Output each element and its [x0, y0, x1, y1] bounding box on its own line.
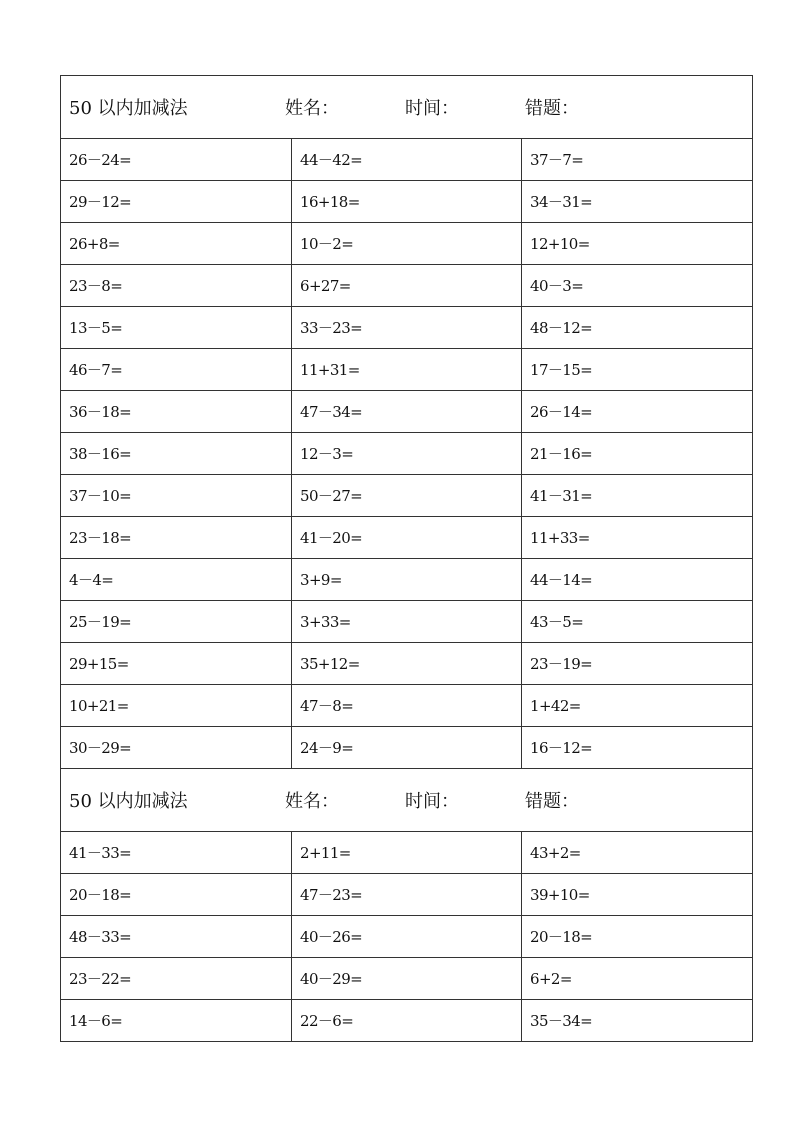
- problem-cell: 2+11=: [292, 832, 522, 874]
- problem-cell: 10－2=: [292, 223, 522, 265]
- wrong-count-label: 错题：: [525, 791, 579, 812]
- section-header-row: [61, 76, 753, 139]
- problem-row: [61, 433, 753, 475]
- problem-cell: 10+21=: [61, 685, 292, 727]
- problem-cell: 30－29=: [61, 727, 292, 769]
- problem-row: [61, 685, 753, 727]
- problem-cell: 47－23=: [292, 874, 522, 916]
- problem-cell: 41－20=: [292, 517, 522, 559]
- problem-row: [61, 391, 753, 433]
- problem-row: [61, 517, 753, 559]
- problem-cell: 23－19=: [522, 643, 753, 685]
- problem-cell: 47－34=: [292, 391, 522, 433]
- problem-cell: 44－42=: [292, 139, 522, 181]
- problem-cell: 16－12=: [522, 727, 753, 769]
- problem-cell: 26+8=: [61, 223, 292, 265]
- problem-cell: 46－7=: [61, 349, 292, 391]
- problem-cell: 41－31=: [522, 475, 753, 517]
- problem-cell: 11+33=: [522, 517, 753, 559]
- problem-cell: 26－24=: [61, 139, 292, 181]
- problem-cell: 12－3=: [292, 433, 522, 475]
- problem-cell: 48－12=: [522, 307, 753, 349]
- problem-row: [61, 916, 753, 958]
- problem-cell: 16+18=: [292, 181, 522, 223]
- problem-cell: 35+12=: [292, 643, 522, 685]
- problem-cell: 24－9=: [292, 727, 522, 769]
- problem-row: [61, 475, 753, 517]
- problem-row: [61, 874, 753, 916]
- problem-cell: 21－16=: [522, 433, 753, 475]
- problem-cell: 22－6=: [292, 1000, 522, 1042]
- worksheet-title: 50 以内加减法: [69, 791, 188, 812]
- section-header-row: [61, 769, 753, 832]
- problem-cell: 39+10=: [522, 874, 753, 916]
- problem-cell: 14－6=: [61, 1000, 292, 1042]
- problem-cell: 11+31=: [292, 349, 522, 391]
- problem-cell: 37－10=: [61, 475, 292, 517]
- problem-row: [61, 139, 753, 181]
- problem-cell: 41－33=: [61, 832, 292, 874]
- problem-cell: 25－19=: [61, 601, 292, 643]
- problem-cell: 17－15=: [522, 349, 753, 391]
- problem-cell: 3+33=: [292, 601, 522, 643]
- problem-cell: 40－26=: [292, 916, 522, 958]
- problem-row: [61, 223, 753, 265]
- problem-cell: 40－3=: [522, 265, 753, 307]
- problem-cell: 48－33=: [61, 916, 292, 958]
- problem-cell: 20－18=: [522, 916, 753, 958]
- problem-cell: 38－16=: [61, 433, 292, 475]
- worksheet-table: [60, 75, 753, 1042]
- problem-cell: 33－23=: [292, 307, 522, 349]
- problem-cell: 43+2=: [522, 832, 753, 874]
- problem-cell: 44－14=: [522, 559, 753, 601]
- problem-row: [61, 832, 753, 874]
- problem-cell: 3+9=: [292, 559, 522, 601]
- problem-row: [61, 349, 753, 391]
- problem-cell: 36－18=: [61, 391, 292, 433]
- worksheet-title: 50 以内加减法: [69, 98, 188, 119]
- problem-cell: 34－31=: [522, 181, 753, 223]
- time-label: 时间：: [405, 98, 459, 119]
- problem-row: [61, 1000, 753, 1042]
- problem-cell: 50－27=: [292, 475, 522, 517]
- section-header-cell: [61, 76, 753, 139]
- problem-row: [61, 727, 753, 769]
- problem-cell: 6+27=: [292, 265, 522, 307]
- problem-cell: 35－34=: [522, 1000, 753, 1042]
- problem-row: [61, 643, 753, 685]
- problem-cell: 43－5=: [522, 601, 753, 643]
- problem-cell: 40－29=: [292, 958, 522, 1000]
- problem-row: [61, 265, 753, 307]
- problem-cell: 12+10=: [522, 223, 753, 265]
- problem-row: [61, 601, 753, 643]
- problem-cell: 4－4=: [61, 559, 292, 601]
- problem-cell: 23－8=: [61, 265, 292, 307]
- time-label: 时间：: [405, 791, 459, 812]
- problem-row: [61, 559, 753, 601]
- problem-row: [61, 181, 753, 223]
- name-label: 姓名：: [285, 791, 339, 812]
- problem-cell: 23－22=: [61, 958, 292, 1000]
- problem-cell: 29－12=: [61, 181, 292, 223]
- section-header-cell: [61, 769, 753, 832]
- problem-cell: 6+2=: [522, 958, 753, 1000]
- wrong-count-label: 错题：: [525, 98, 579, 119]
- problem-cell: 13－5=: [61, 307, 292, 349]
- problem-cell: 23－18=: [61, 517, 292, 559]
- problem-cell: 37－7=: [522, 139, 753, 181]
- name-label: 姓名：: [285, 98, 339, 119]
- problem-cell: 26－14=: [522, 391, 753, 433]
- problem-cell: 20－18=: [61, 874, 292, 916]
- problem-cell: 47－8=: [292, 685, 522, 727]
- problem-row: [61, 307, 753, 349]
- problem-cell: 1+42=: [522, 685, 753, 727]
- problem-cell: 29+15=: [61, 643, 292, 685]
- problem-row: [61, 958, 753, 1000]
